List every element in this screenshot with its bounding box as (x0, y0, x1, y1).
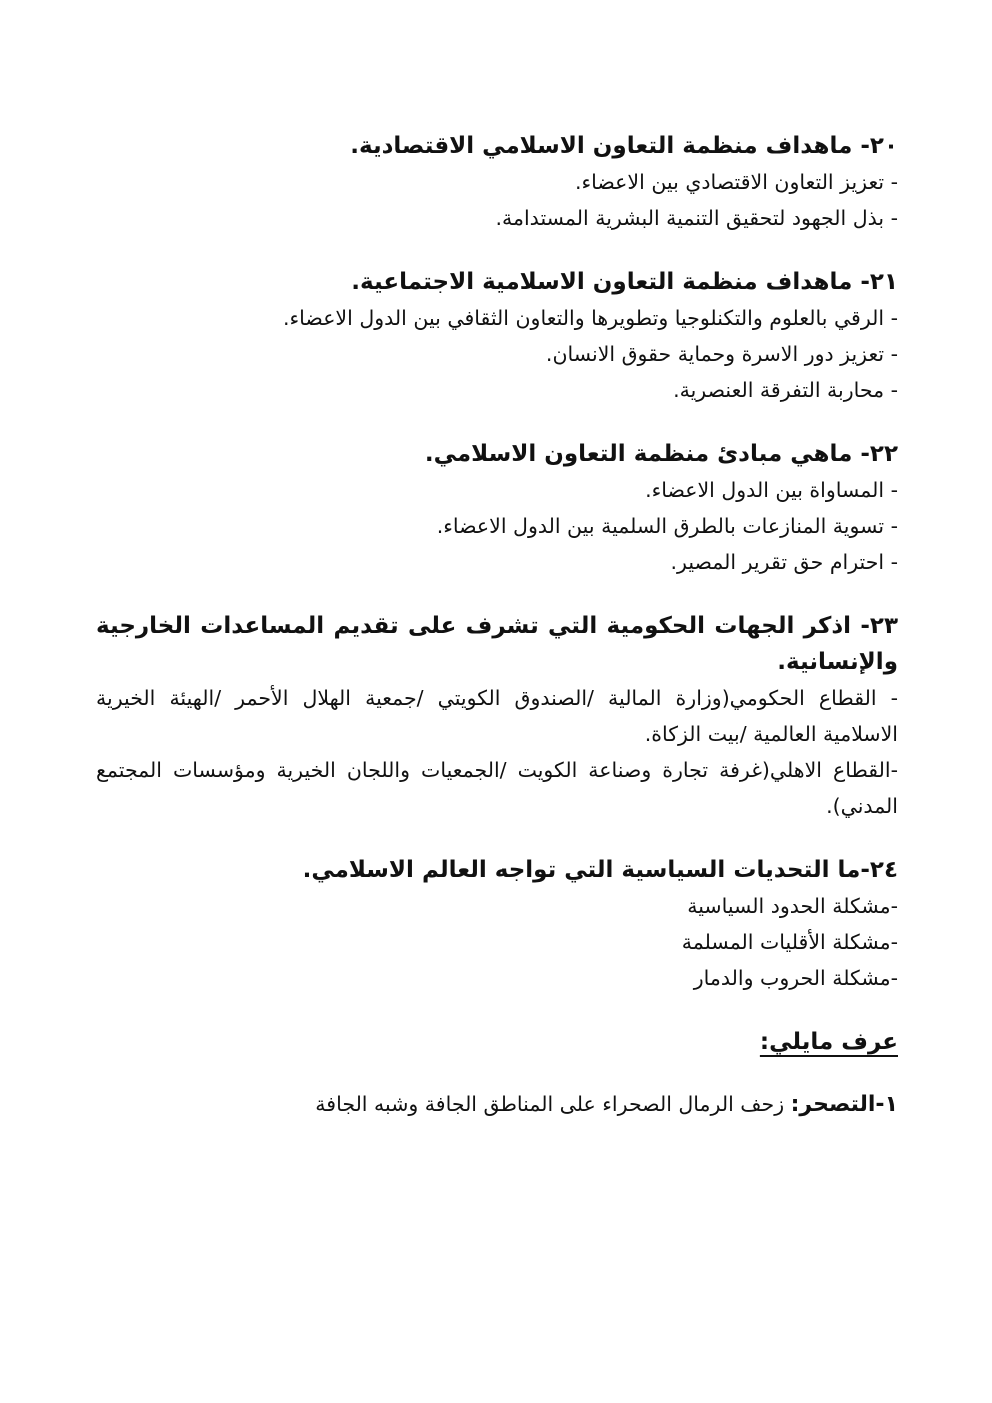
question-title: ٢٠- ماهداف منظمة التعاون الاسلامي الاقتصادية. (350, 133, 898, 159)
answer-item: - الرقي بالعلوم والتكنلوجيا وتطويرها والتعاون الثقافي بين الدول الاعضاء. (283, 306, 898, 330)
answer-item: - تعزيز دور الاسرة وحماية حقوق الانسان. (545, 342, 898, 366)
question-section-24 (96, 852, 898, 996)
answer-item: -مشكلة الحدود السياسية (687, 894, 898, 918)
definition-term: ١-التصحر: (790, 1092, 898, 1117)
question-title: ٢٤-ما التحديات السياسية التي تواجه العالم الاسلامي. (302, 857, 898, 883)
question-section-20 (96, 128, 898, 236)
answer-item: - بذل الجهود لتحقيق التنمية البشرية المستدامة. (495, 206, 898, 230)
answer-item: -مشكلة الأقليات المسلمة (681, 930, 898, 954)
answer-item: - تعزيز التعاون الاقتصادي بين الاعضاء. (575, 170, 898, 194)
question-section-21 (96, 264, 898, 408)
question-title: ٢١- ماهداف منظمة التعاون الاسلامية الاجتماعية. (351, 269, 898, 295)
definition-line (96, 1086, 898, 1123)
answer-item: - المساواة بين الدول الاعضاء. (645, 478, 898, 502)
answer-item: - محاربة التفرقة العنصرية. (673, 378, 898, 402)
answer-item: - القطاع الحكومي(وزارة المالية /الصندوق الكويتي /جمعية الهلال الأحمر /الهيئة الخيرية الاسلامية العالمية /بيت الزكاة. (96, 686, 898, 746)
question-title: ٢٢- ماهي مبادئ منظمة التعاون الاسلامي. (424, 441, 898, 467)
answer-item: - احترام حق تقرير المصير. (670, 550, 898, 574)
question-title: ٢٣- اذكر الجهات الحكومية التي تشرف على تقديم المساعدات الخارجية والإنسانية. (96, 613, 898, 675)
document-content (96, 128, 898, 1123)
question-section-22 (96, 436, 898, 580)
answer-item: - تسوية المنازعات بالطرق السلمية بين الدول الاعضاء. (436, 514, 898, 538)
answer-item: -مشكلة الحروب والدمار (693, 966, 898, 990)
define-heading: عرف مايلي: (759, 1029, 898, 1055)
question-section-23 (96, 608, 898, 824)
answer-item: -القطاع الاهلي(غرفة تجارة وصناعة الكويت /الجمعيات واللجان الخيرية ومؤسسات المجتمع المدني). (96, 758, 898, 818)
definition-text: زحف الرمال الصحراء على المناطق الجافة وشبه الجافة (315, 1092, 791, 1116)
